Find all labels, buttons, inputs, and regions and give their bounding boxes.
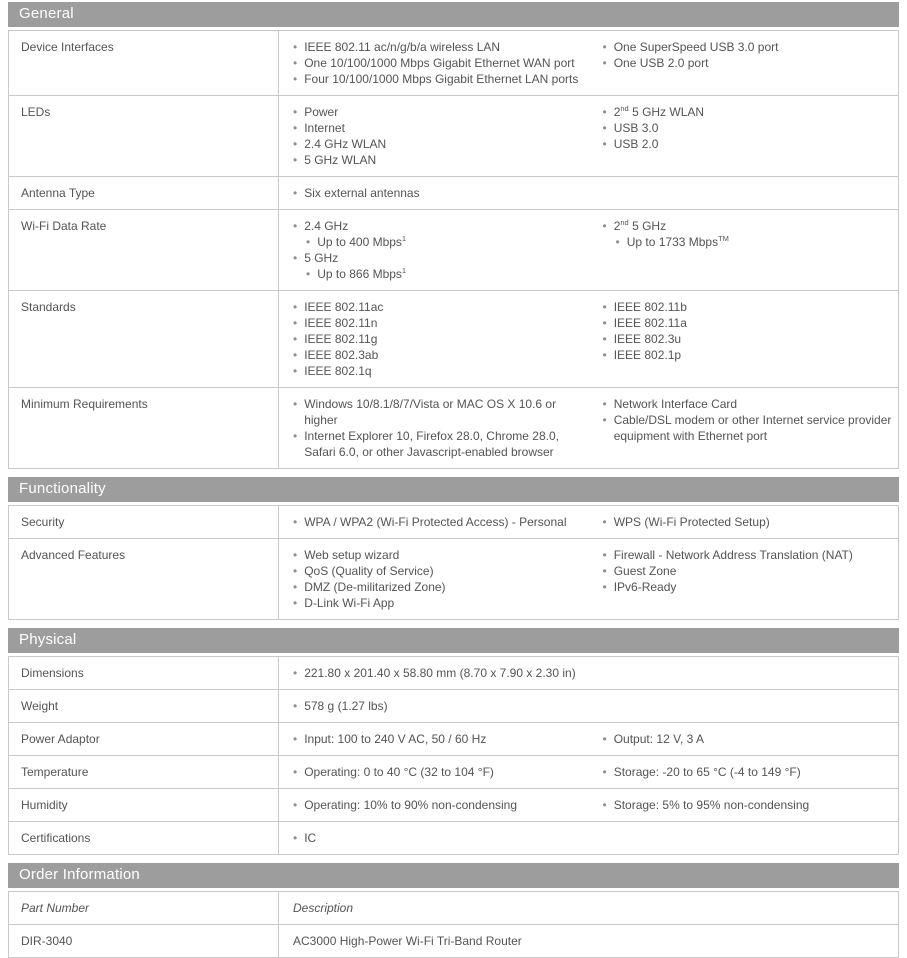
section-header: General bbox=[8, 2, 899, 27]
bullet-icon: • bbox=[293, 564, 298, 578]
content-column-1 bbox=[279, 547, 589, 611]
bullet-icon: • bbox=[602, 316, 607, 330]
content-column-2 bbox=[589, 396, 899, 460]
bullet-item bbox=[603, 347, 893, 363]
content-column-1 bbox=[279, 514, 589, 530]
bullet-icon: • bbox=[602, 348, 607, 362]
bullet-icon: • bbox=[293, 137, 298, 151]
bullet-item bbox=[603, 104, 893, 120]
spec-row bbox=[9, 506, 898, 539]
bullet-text: Input: 100 to 240 V AC, 50 / 60 Hz bbox=[304, 732, 487, 746]
bullet-icon: • bbox=[293, 429, 298, 443]
content-column-1 bbox=[279, 698, 589, 714]
spec-row bbox=[9, 31, 898, 96]
spec-row bbox=[9, 210, 898, 291]
bullet-item bbox=[603, 331, 893, 347]
bullet-icon: • bbox=[293, 548, 298, 562]
bullet-icon: • bbox=[602, 515, 607, 529]
content-column-2 bbox=[589, 764, 899, 780]
bullet-text: 2nd 5 GHz bbox=[613, 218, 667, 233]
row-content bbox=[279, 723, 898, 755]
bullet-item bbox=[603, 797, 893, 813]
section-header: Order Information bbox=[8, 863, 899, 888]
bullet-text: Storage: 5% to 95% non-condensing bbox=[613, 798, 810, 812]
bullet-text: Windows 10/8.1/8/7/Vista or MAC OS X 10.6 or higher bbox=[304, 397, 557, 427]
order-header-row bbox=[9, 892, 898, 925]
row-label: Antenna Type bbox=[9, 177, 279, 209]
bullet-icon: • bbox=[293, 364, 298, 378]
bullet-text: Operating: 0 to 40 °C (32 to 104 °F) bbox=[304, 765, 494, 779]
spec-row bbox=[9, 723, 898, 756]
bullet-item bbox=[293, 698, 583, 714]
content-column-1 bbox=[279, 39, 589, 87]
bullet-text: Output: 12 V, 3 A bbox=[613, 732, 704, 746]
bullet-item bbox=[293, 71, 583, 87]
bullet-text: Storage: -20 to 65 °C (-4 to 149 °F) bbox=[613, 765, 801, 779]
bullet-text: USB 2.0 bbox=[613, 137, 659, 151]
bullet-icon: • bbox=[293, 348, 298, 362]
bullet-item bbox=[603, 579, 893, 595]
bullet-icon: • bbox=[293, 153, 298, 167]
bullet-item bbox=[603, 514, 893, 530]
bullet-item bbox=[616, 234, 893, 250]
content-column-1 bbox=[279, 764, 589, 780]
spec-row bbox=[9, 822, 898, 854]
bullet-item bbox=[293, 55, 583, 71]
order-part-number: DIR-3040 bbox=[9, 925, 279, 957]
bullet-item bbox=[293, 120, 583, 136]
row-label: Minimum Requirements bbox=[9, 388, 279, 468]
bullet-icon: • bbox=[293, 316, 298, 330]
bullet-text: 578 g (1.27 lbs) bbox=[304, 699, 388, 713]
bullet-item bbox=[603, 136, 893, 152]
bullet-icon: • bbox=[293, 397, 298, 411]
section-header: Functionality bbox=[8, 477, 899, 502]
row-label: Weight bbox=[9, 690, 279, 722]
content-column-2 bbox=[589, 514, 899, 530]
bullet-icon: • bbox=[306, 235, 311, 249]
row-label: Standards bbox=[9, 291, 279, 387]
row-content bbox=[279, 210, 898, 290]
bullet-text: One SuperSpeed USB 3.0 port bbox=[613, 40, 779, 54]
bullet-text: Up to 1733 Mbps™ bbox=[626, 234, 729, 249]
content-column-1 bbox=[279, 104, 589, 168]
content-column-2 bbox=[589, 104, 899, 168]
bullet-text: IEEE 802.11 ac/n/g/b/a wireless LAN bbox=[304, 40, 501, 54]
bullet-icon: • bbox=[602, 105, 607, 119]
row-content bbox=[279, 756, 898, 788]
bullet-item bbox=[293, 764, 583, 780]
row-content bbox=[279, 506, 898, 538]
bullet-icon: • bbox=[602, 798, 607, 812]
bullet-icon: • bbox=[602, 548, 607, 562]
bullet-icon: • bbox=[293, 798, 298, 812]
order-table bbox=[8, 891, 899, 958]
bullet-item bbox=[293, 547, 583, 563]
content-column-1 bbox=[279, 299, 589, 379]
row-content bbox=[279, 657, 898, 689]
superscript-mark: nd bbox=[620, 104, 629, 113]
bullet-item bbox=[306, 234, 583, 250]
bullet-text: 5 GHz bbox=[304, 251, 339, 265]
bullet-icon: • bbox=[293, 251, 298, 265]
bullet-item bbox=[603, 218, 893, 234]
spec-row bbox=[9, 690, 898, 723]
content-column-2 bbox=[589, 299, 899, 379]
bullet-item bbox=[293, 428, 583, 460]
bullet-text: Network Interface Card bbox=[613, 397, 738, 411]
bullet-item bbox=[306, 266, 583, 282]
content-column-1 bbox=[279, 218, 589, 282]
content-column-2 bbox=[589, 731, 899, 747]
row-label: Certifications bbox=[9, 822, 279, 854]
bullet-icon: • bbox=[602, 732, 607, 746]
row-content bbox=[279, 690, 898, 722]
row-label: Wi-Fi Data Rate bbox=[9, 210, 279, 290]
bullet-icon: • bbox=[293, 121, 298, 135]
bullet-text: Web setup wizard bbox=[304, 548, 400, 562]
section-rows bbox=[8, 30, 899, 469]
bullet-icon: • bbox=[293, 765, 298, 779]
bullet-item bbox=[293, 185, 583, 201]
content-column-1 bbox=[279, 797, 589, 813]
row-content bbox=[279, 789, 898, 821]
bullet-icon: • bbox=[306, 267, 311, 281]
bullet-text: IEEE 802.11n bbox=[304, 316, 378, 330]
content-column-1 bbox=[279, 665, 589, 681]
bullet-icon: • bbox=[293, 596, 298, 610]
bullet-icon: • bbox=[293, 515, 298, 529]
bullet-item bbox=[293, 315, 583, 331]
bullet-item bbox=[293, 331, 583, 347]
bullet-text: One 10/100/1000 Mbps Gigabit Ethernet WAN port bbox=[304, 56, 575, 70]
bullet-text: 2.4 GHz WLAN bbox=[304, 137, 387, 151]
bullet-item bbox=[293, 299, 583, 315]
spec-row bbox=[9, 388, 898, 468]
row-label: Dimensions bbox=[9, 657, 279, 689]
bullet-item bbox=[293, 39, 583, 55]
spec-row bbox=[9, 539, 898, 619]
row-label: Security bbox=[9, 506, 279, 538]
bullet-text: USB 3.0 bbox=[613, 121, 659, 135]
bullet-text: DMZ (De-militarized Zone) bbox=[304, 580, 446, 594]
content-column-2 bbox=[589, 218, 899, 282]
content-column-2 bbox=[589, 665, 899, 681]
bullet-icon: • bbox=[602, 40, 607, 54]
order-data-row bbox=[9, 925, 898, 957]
bullet-item bbox=[603, 412, 893, 444]
bullet-item bbox=[603, 764, 893, 780]
spec-row bbox=[9, 291, 898, 388]
row-content bbox=[279, 177, 898, 209]
section-rows bbox=[8, 505, 899, 620]
bullet-icon: • bbox=[293, 666, 298, 680]
bullet-item bbox=[603, 563, 893, 579]
bullet-text: Power bbox=[304, 105, 339, 119]
bullet-icon: • bbox=[602, 219, 607, 233]
bullet-text: IC bbox=[304, 831, 317, 845]
row-label: Device Interfaces bbox=[9, 31, 279, 95]
bullet-text: QoS (Quality of Service) bbox=[304, 564, 434, 578]
bullet-text: IEEE 802.1p bbox=[613, 348, 682, 362]
bullet-text: IEEE 802.3u bbox=[613, 332, 682, 346]
row-content bbox=[279, 96, 898, 176]
row-content bbox=[279, 539, 898, 619]
bullet-item bbox=[293, 218, 583, 234]
content-column-2 bbox=[589, 185, 899, 201]
bullet-text: 221.80 x 201.40 x 58.80 mm (8.70 x 7.90 x 2.30 in) bbox=[304, 666, 576, 680]
bullet-text: WPS (Wi-Fi Protected Setup) bbox=[613, 515, 770, 529]
bullet-item bbox=[293, 830, 583, 846]
bullet-item bbox=[603, 731, 893, 747]
order-header-part-number: Part Number bbox=[9, 892, 279, 924]
bullet-text: Six external antennas bbox=[304, 186, 420, 200]
bullet-icon: • bbox=[293, 56, 298, 70]
content-column-1 bbox=[279, 396, 589, 460]
bullet-item bbox=[293, 136, 583, 152]
bullet-icon: • bbox=[293, 332, 298, 346]
bullet-item bbox=[293, 579, 583, 595]
bullet-item bbox=[603, 396, 893, 412]
row-content bbox=[279, 31, 898, 95]
spec-row bbox=[9, 756, 898, 789]
bullet-icon: • bbox=[293, 580, 298, 594]
bullet-item bbox=[293, 363, 583, 379]
bullet-item bbox=[293, 665, 583, 681]
spec-row bbox=[9, 96, 898, 177]
bullet-icon: • bbox=[602, 137, 607, 151]
order-header-description: Description bbox=[293, 901, 354, 915]
row-label: Power Adaptor bbox=[9, 723, 279, 755]
section-header: Physical bbox=[8, 628, 899, 653]
section-rows bbox=[8, 656, 899, 855]
bullet-text: Four 10/100/1000 Mbps Gigabit Ethernet LAN ports bbox=[304, 72, 579, 86]
bullet-text: One USB 2.0 port bbox=[613, 56, 709, 70]
bullet-text: IPv6-Ready bbox=[613, 580, 677, 594]
bullet-item bbox=[293, 514, 583, 530]
bullet-text: WPA / WPA2 (Wi-Fi Protected Access) - Personal bbox=[304, 515, 567, 529]
content-column-1 bbox=[279, 185, 589, 201]
bullet-icon: • bbox=[293, 72, 298, 86]
bullet-item bbox=[293, 250, 583, 266]
content-column-2 bbox=[589, 797, 899, 813]
bullet-icon: • bbox=[602, 580, 607, 594]
superscript-mark: nd bbox=[620, 218, 629, 227]
bullet-text: 5 GHz WLAN bbox=[304, 153, 377, 167]
content-column-2 bbox=[589, 39, 899, 87]
bullet-text: Internet bbox=[304, 121, 345, 135]
bullet-icon: • bbox=[293, 40, 298, 54]
bullet-icon: • bbox=[602, 121, 607, 135]
bullet-text: 2.4 GHz bbox=[304, 219, 349, 233]
bullet-icon: • bbox=[293, 186, 298, 200]
content-column-1 bbox=[279, 830, 589, 846]
bullet-icon: • bbox=[293, 699, 298, 713]
bullet-text: IEEE 802.3ab bbox=[304, 348, 379, 362]
bullet-item bbox=[293, 104, 583, 120]
bullet-text: IEEE 802.11a bbox=[613, 316, 687, 330]
content-column-2 bbox=[589, 698, 899, 714]
bullet-icon: • bbox=[602, 300, 607, 314]
bullet-icon: • bbox=[602, 332, 607, 346]
spec-row bbox=[9, 177, 898, 210]
superscript-mark: 1 bbox=[401, 266, 407, 275]
spec-row bbox=[9, 657, 898, 690]
bullet-icon: • bbox=[293, 219, 298, 233]
row-label: Advanced Features bbox=[9, 539, 279, 619]
superscript-mark: 1 bbox=[401, 234, 407, 243]
bullet-item bbox=[293, 797, 583, 813]
bullet-text: IEEE 802.1q bbox=[304, 364, 372, 378]
bullet-text: Firewall - Network Address Translation (NAT) bbox=[613, 548, 853, 562]
bullet-item bbox=[293, 731, 583, 747]
bullet-item bbox=[293, 563, 583, 579]
row-content bbox=[279, 822, 898, 854]
bullet-item bbox=[603, 547, 893, 563]
bullet-text: Internet Explorer 10, Firefox 28.0, Chrome 28.0, Safari 6.0, or other Javascript-enabled browser bbox=[304, 429, 559, 459]
bullet-item bbox=[293, 595, 583, 611]
bullet-icon: • bbox=[293, 300, 298, 314]
row-label: LEDs bbox=[9, 96, 279, 176]
bullet-icon: • bbox=[602, 564, 607, 578]
bullet-item bbox=[293, 396, 583, 428]
bullet-icon: • bbox=[602, 413, 607, 427]
bullet-text: Cable/DSL modem or other Internet service provider equipment with Ethernet port bbox=[613, 413, 892, 443]
content-column-1 bbox=[279, 731, 589, 747]
bullet-text: IEEE 802.11b bbox=[613, 300, 687, 314]
bullet-text: Up to 866 Mbps$^1$ bbox=[317, 266, 407, 281]
bullet-text: IEEE 802.11g bbox=[304, 332, 378, 346]
spec-row bbox=[9, 789, 898, 822]
order-description: AC3000 High-Power Wi-Fi Tri-Band Router bbox=[293, 934, 522, 948]
bullet-text: D-Link Wi-Fi App bbox=[304, 596, 395, 610]
row-label: Temperature bbox=[9, 756, 279, 788]
bullet-icon: • bbox=[293, 732, 298, 746]
bullet-icon: • bbox=[602, 397, 607, 411]
bullet-text: IEEE 802.11ac bbox=[304, 300, 384, 314]
content-column-2 bbox=[589, 830, 899, 846]
superscript-mark: TM bbox=[718, 234, 729, 243]
row-content bbox=[279, 291, 898, 387]
bullet-item bbox=[293, 152, 583, 168]
bullet-icon: • bbox=[293, 831, 298, 845]
row-content bbox=[279, 388, 898, 468]
bullet-text: Operating: 10% to 90% non-condensing bbox=[304, 798, 518, 812]
bullet-text: Up to 400 Mbps$^1$ bbox=[317, 234, 407, 249]
bullet-icon: • bbox=[602, 765, 607, 779]
row-label: Humidity bbox=[9, 789, 279, 821]
bullet-icon: • bbox=[602, 56, 607, 70]
bullet-item bbox=[603, 315, 893, 331]
bullet-text: 2nd 5 GHz WLAN bbox=[613, 104, 705, 119]
bullet-item bbox=[293, 347, 583, 363]
bullet-icon: • bbox=[615, 235, 620, 249]
bullet-item bbox=[603, 120, 893, 136]
content-column-2 bbox=[589, 547, 899, 611]
bullet-text: Guest Zone bbox=[613, 564, 677, 578]
bullet-icon: • bbox=[293, 105, 298, 119]
bullet-item bbox=[603, 299, 893, 315]
bullet-item bbox=[603, 55, 893, 71]
bullet-item bbox=[603, 39, 893, 55]
